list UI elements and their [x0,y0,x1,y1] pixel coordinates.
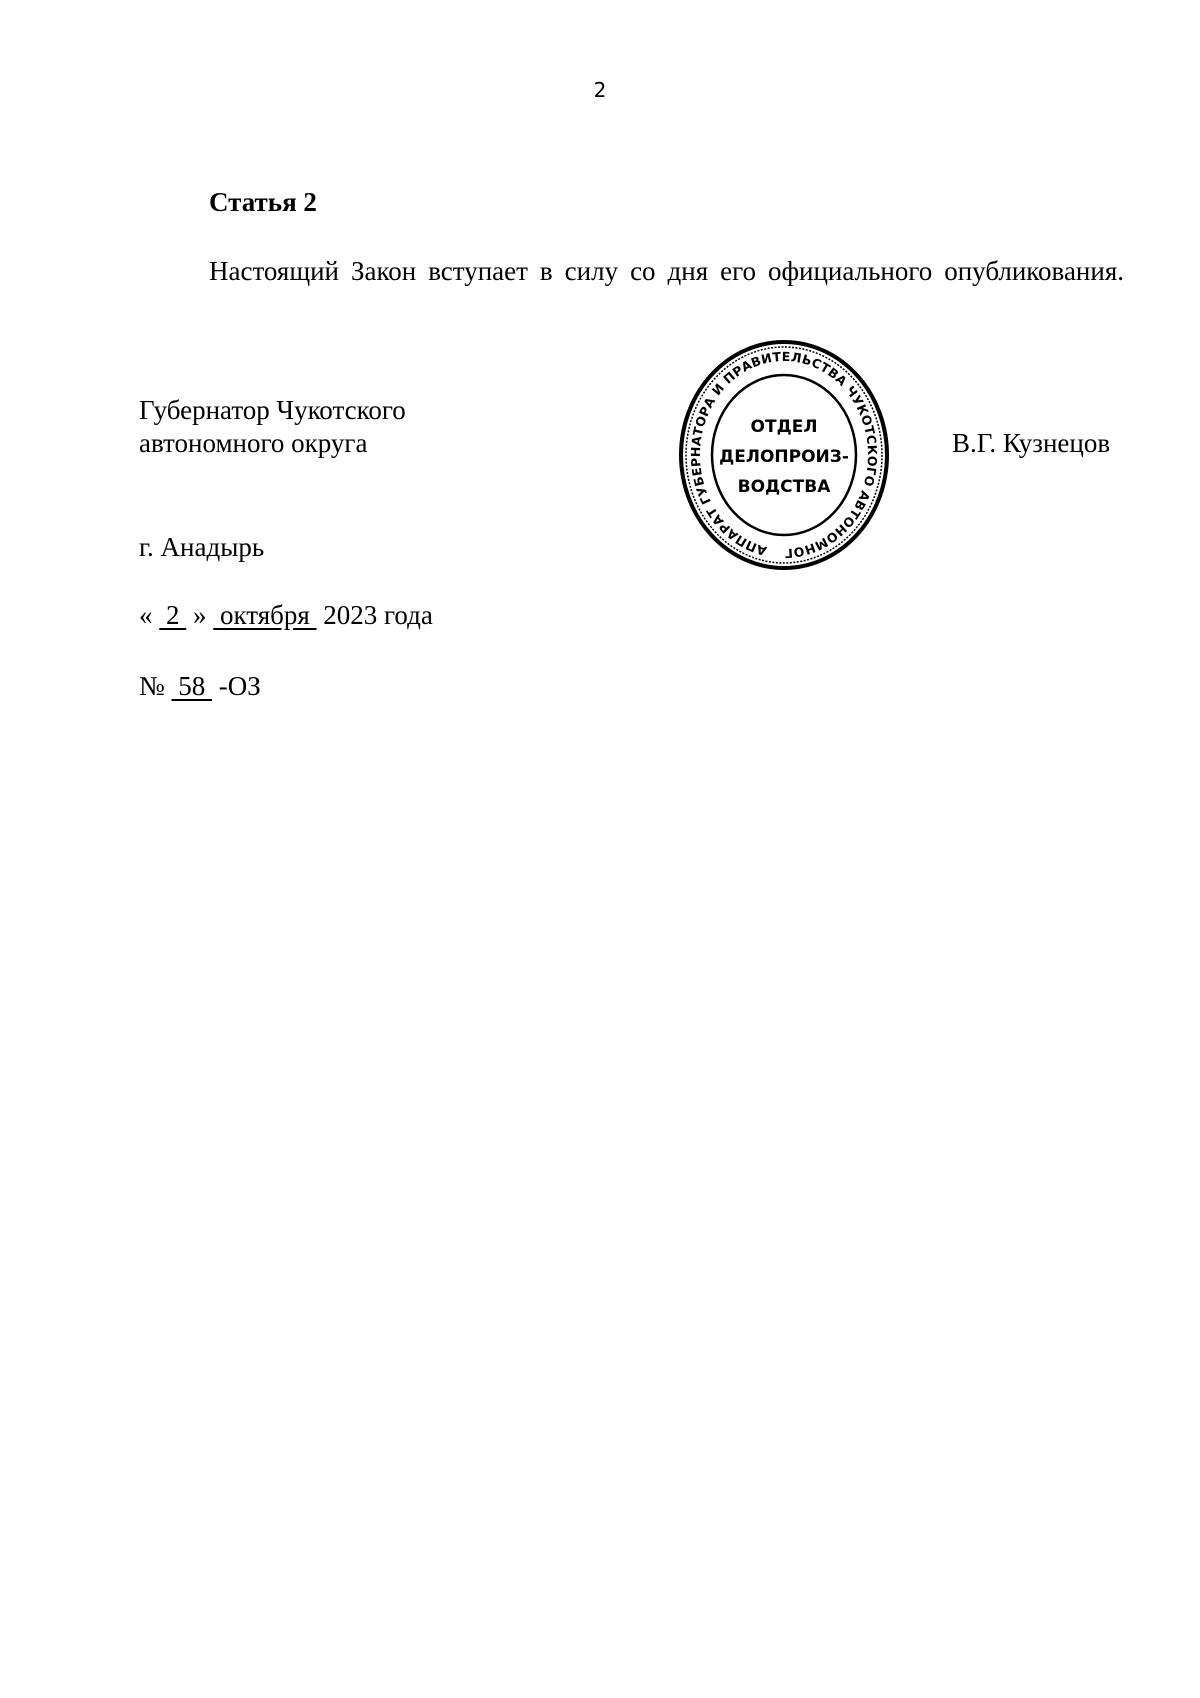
date-line [139,600,433,631]
stamp-center-line1: ОТДЕЛ [750,417,818,437]
stamp-seal [678,340,890,572]
signer-title-line1: Губернатор Чукотского [139,395,406,425]
law-number-suffix: -ОЗ [218,671,261,701]
date-day: 2 [159,600,187,630]
date-open-quote: « [139,600,153,630]
date-month: октября [213,600,317,630]
stamp-ring-text: АППАРАТ ГУБЕРНАТОРА И ПРАВИТЕЛЬСТВА ЧУКОТСКОГО АВТОНОМНОГ [687,348,881,562]
law-number-line [139,671,261,702]
page-number: 2 [593,78,607,102]
date-close-quote: » [193,600,207,630]
signer-title [139,394,406,460]
date-year: 2023 года [323,600,433,630]
official-stamp [678,340,890,572]
signer-name: В.Г. Кузнецов [952,428,1111,458]
article-heading: Статья 2 [209,187,317,217]
signer-title-line2: автономного округа [139,428,368,458]
stamp-center-line2: ДЕЛОПРОИЗ- [719,447,849,467]
stamp-center-line3: ВОДСТВА [737,477,831,497]
place-of-signing: г. Анадырь [139,532,265,562]
law-number-prefix: № [139,671,165,701]
article-text: Настоящий Закон вступает в силу со дня его официального опубликования. [209,256,1124,286]
law-number-value: 58 [171,671,213,701]
